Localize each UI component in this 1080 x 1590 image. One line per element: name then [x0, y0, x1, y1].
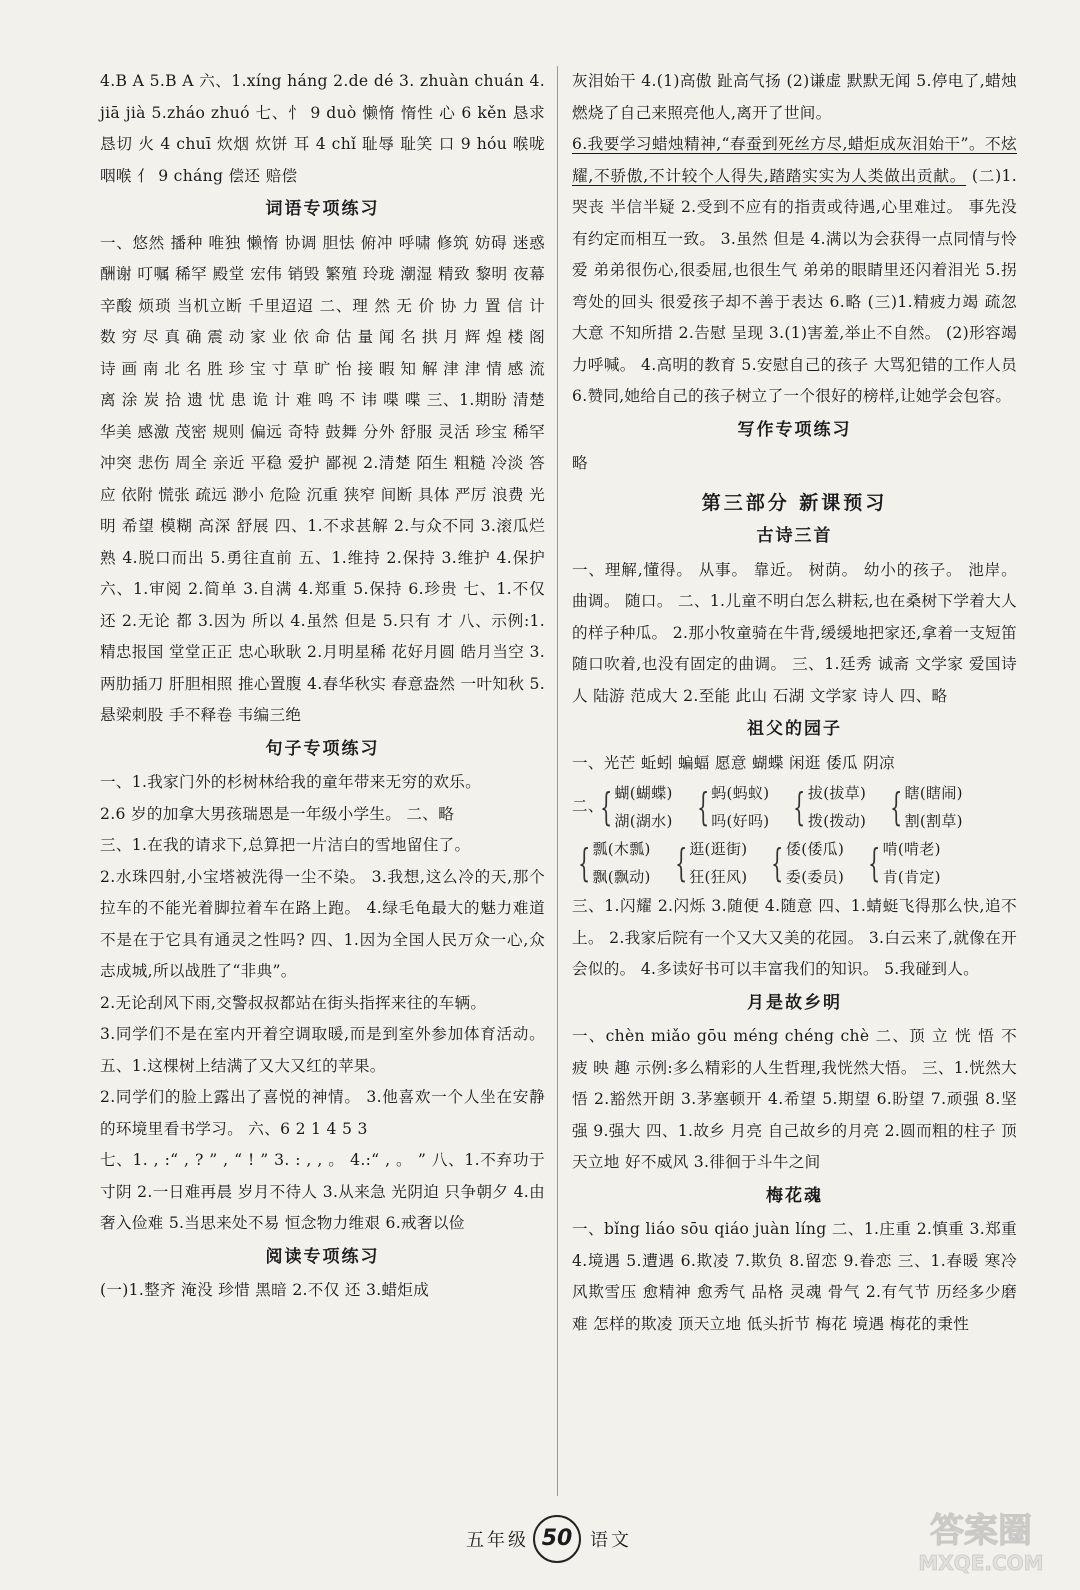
brace-group [862, 835, 941, 891]
brace-item: 拨(拨动) [807, 812, 867, 830]
answer-line: (一)1.整齐 淹没 珍惜 黑暗 2.不仅 还 3.蜡炬成 [100, 1281, 430, 1299]
answer-block-vocabulary: 一、悠然 播种 唯独 懒惰 协调 胆怯 俯冲 呼啸 修筑 妨碍 迷惑 酬谢 叮嘱 稀罕 殿堂 宏伟 销毁 繁殖 玲珑 潮湿 精致 黎明 夜幕 辛酸 烦琐 当机立断 千里迢迢 二、理 然 无 价 协 力 置 信 计 数 穷 尽 真 确 震 动 家 业 依 命 估 量 闻 名 拱 月 辉 煌 楼 阁 诗 画 南 北 名 胜 珍 宝 寸 草 旷 怡 接 暇 知 解 津 津 情 感 流 离 涂 炭 拾 遗 忧 患 诡 计 难 鸣 不 讳 喋 喋 三、1.期盼 清楚 华美 感激 茂密 规则 偏远 奇特 鼓舞 分外 舒服 灵活 珍宝 稀罕 冲突 悲伤 周全 亲近 平稳 爱护 鄙视 2.清楚 陌生 粗糙 冷淡 答应 依附 慌张 疏远 渺小 危险 沉重 狭窄 间断 具体 严厉 浪费 光明 希望 模糊 高深 舒展 四、1.不求甚解 2.与众不同 3.滚瓜烂熟 4.脱口而出 5.勇往直前 五、1.维持 2.保持 3.维护 4.保护 六、1.审阅 2.简单 3.自满 4.郑重 5.保持 6.珍贵 七、1.不仅 还 2.无论 都 3.因为 所以 4.虽然 但是 5.只有 才 八、示例:1.精忠报国 堂堂正正 忠心耿耿 2.月明星稀 花好月圆 皓月当空 3.两肋插刀 肝胆相照 推心置腹 4.春华秋实 春意盎然 一叶知秋 5.悬梁刺股 手不释卷 韦编三绝 [100, 233, 545, 724]
page-number: 50 [533, 1515, 581, 1563]
answer-line: 2.同学们的脸上露出了喜悦的神情。 3.他喜欢一个人坐在安静的环境里看书学习。 六、6 2 1 4 5 3 [100, 1088, 545, 1138]
brace-item: 委(委员) [785, 868, 845, 886]
brace-item: 啃(啃老) [882, 840, 941, 858]
brace-group [572, 835, 651, 891]
brace-icon: { [868, 841, 881, 885]
answer-line: 三、1.在我的请求下,总算把一片洁白的雪地留住了。 [100, 836, 471, 854]
brace-group [691, 779, 770, 835]
brace-item: 倭(倭瓜) [785, 840, 845, 858]
answer-block-poems: 一、理解,懂得。 从事。 靠近。 树荫。 幼小的孩子。 池岸。 曲调。 随口。 二、1.儿童不明白怎么耕耘,也在桑树下学着大人的样子种瓜。 2.那小牧童骑在牛背,缓缓地把家还,拿着一支短笛随口吹着,也没有固定的曲调。 三、1.廷秀 诚斋 文学家 爱国诗人 陆游 范成大 2.至能 此山 石湖 文学家 诗人 四、略 [572, 560, 1017, 705]
section-heading-sentences: 句子专项练习 [265, 738, 380, 759]
answer-line: 灰泪始干 4.(1)高傲 趾高气扬 (2)谦虚 默默无闻 5.停电了,蜡烛燃烧了自己来照亮他人,离开了世间。 [572, 72, 1017, 122]
brace-item: 瞎(瞎闹) [904, 784, 963, 802]
lesson-heading-ancient-poems: 古诗三首 [756, 526, 833, 546]
brace-item: 割(割草) [904, 812, 963, 830]
brace-item: 拔(拔草) [807, 784, 867, 802]
answer-line: 一、光芒 蚯蚓 蝙蝠 愿意 蝴蝶 闲逛 倭瓜 阴凉 [572, 753, 895, 772]
brace-icon: { [696, 785, 710, 829]
answer-block-plum: 一、bǐng liáo sōu qiáo juàn líng 二、1.庄重 2.慎重 3.郑重 4.境遇 5.遭遇 6.欺凌 7.欺负 8.留恋 9.眷恋 三、1.春暖 寒冷 风欺雪压 愈精神 愈秀气 品格 灵魂 骨气 2.有气节 历经多少磨难 怎样的欺凌 顶天立地 低头折节 梅花 境遇 梅花的秉性 [572, 1220, 1017, 1333]
watermark-logo [896, 1502, 1066, 1578]
answer-line: 2.6 岁的加拿大男孩瑞恩是一年级小学生。 二、略 [100, 804, 455, 823]
character-compare-row-1 [572, 779, 1017, 835]
brace-icon: { [771, 841, 784, 885]
answer-block-moon: 一、chèn miǎo gōu méng chéng chè 二、顶 立 恍 悟 不 疲 映 趣 示例:多么精彩的人生哲理,我恍然大悟。 三、1.恍然大悟 2.豁然开朗 3.茅塞顿开 4.希望 5.期望 6.盼望 7.顽强 8.坚强 9.强大 四、1.故乡 月亮 自己故乡的月亮 2.圆而粗的柱子 顶天立地 好不威风 3.徘徊于斗牛之间 [572, 1027, 1017, 1171]
brace-icon: { [674, 841, 688, 885]
brace-item: 飘(飘动) [592, 868, 651, 886]
brace-item: 肯(肯定) [882, 868, 941, 886]
brace-item: 逛(逛街) [689, 840, 748, 858]
right-column [572, 66, 1017, 1340]
underlined-answer: 6.我要学习蜡烛精神,“春蚕到死丝方尽,蜡炬成灰泪始干”。不炫耀,不骄傲,不计较个人得失,踏踏实实为人类做出贡献。 [572, 135, 1017, 185]
brace-group [594, 779, 673, 835]
answer-line: 七、1. , :“ , ? ” , “ ! ” 3. : , , 。 4.:“ , 。 ” 八、1.不弃功于寸阴 2.一日难再晨 岁月不待人 3.从来急 光阴迫 只争朝夕 4.由奢入俭难 5.当思来处不易 恒念物力维艰 6.戒奢以俭 [100, 1151, 545, 1232]
brace-item: 蚂(蚂蚁) [711, 784, 770, 802]
answer-line: 2.无论刮风下雨,交警叔叔都站在街头指挥来往的车辆。 [100, 993, 487, 1012]
lesson-heading-plum-soul: 梅花魂 [766, 1185, 823, 1206]
brace-icon: { [793, 785, 806, 829]
brace-icon: { [890, 785, 903, 829]
brace-item: 湖(湖水) [614, 812, 673, 830]
lesson-heading-moon: 月是故乡明 [747, 992, 842, 1013]
answer-line: 3.同学们不是在室内开着空调取暖,而是到室外参加体育活动。 五、1.这棵树上结满了又大又红的苹果。 [100, 1025, 545, 1075]
section-heading-writing: 写作专项练习 [737, 419, 852, 440]
brace-item: 瓢(木瓢) [592, 840, 651, 858]
section-heading-vocabulary: 词语专项练习 [265, 199, 380, 219]
part-heading: 第三部分 新课预习 [701, 491, 888, 514]
brace-item: 狂(狂风) [689, 868, 748, 886]
left-column [100, 66, 545, 1307]
answer-block-garden: 三、1.闪耀 2.闪烁 3.随便 4.随意 四、1.蜻蜓飞得那么快,追不上。 2.我家后院有一个又大又美的花园。 3.白云来了,就像在开会似的。 4.多读好书可以丰富我们的知识。 5.我碰到人。 [572, 897, 1017, 978]
question-number: 二、 [572, 797, 604, 816]
character-compare-row-2 [572, 835, 1017, 891]
answer-block-reading [572, 129, 1017, 413]
answer-line: 略 [572, 454, 588, 472]
brace-item: 蝴(蝴蝶) [614, 784, 673, 802]
lesson-heading-grandfather-garden: 祖父的园子 [747, 719, 842, 739]
brace-icon: { [600, 785, 613, 829]
footer-grade: 五年级 [466, 1530, 529, 1551]
watermark-text-cn: 答案圈 [930, 1511, 1032, 1551]
brace-group [884, 779, 963, 835]
watermark-text-url: MXQE.COM [918, 1551, 1044, 1575]
column-divider [557, 66, 558, 1496]
answer-block-pinyin: 4.B A 5.B A 六、1.xíng háng 2.de dé 3. zhuàn chuán 4.jiā jià 5.zháo zhuó 七、忄 9 duò 懒惰 惰性 心 6 kěn 恳求 恳切 火 4 chuī 炊烟 炊饼 耳 4 chǐ 耻辱 耻笑 口 9 hóu 喉咙 咽喉 亻 9 cháng 偿还 赔偿 [100, 72, 545, 185]
brace-group [765, 835, 844, 891]
footer-subject: 语文 [590, 1530, 632, 1551]
brace-item: 吗(好吗) [711, 812, 770, 830]
answer-line: 2.水珠四射,小宝塔被洗得一尘不染。 3.我想,这么冷的天,那个拉车的不能光着脚拉着车在路上跑。 4.绿毛龟最大的魅力难道不是在于它具有通灵之性吗? 四、1.因为全国人民万众一心,众志成城,所以战胜了“非典”。 [100, 867, 545, 980]
answer-line: 一、1.我家门外的杉树林给我的童年带来无穷的欢乐。 [100, 773, 482, 791]
brace-icon: { [578, 841, 591, 885]
brace-group [669, 835, 748, 891]
answer-continuation: (二)1.哭丧 半信半疑 2.受到不应有的指责或待遇,心里难过。 事先没有约定而相互一致。 3.虽然 但是 4.满以为会获得一点同情与怜爱 弟弟很伤心,很委屈,也很生气 弟弟的眼睛里还闪着泪光 5.拐弯处的回头 很爱孩子却不善于表达 6.略 (三)1.精疲力竭 疏忽大意 不知所措 2.告慰 呈现 3.(1)害羞,举止不自然。 (2)形容竭力呼喊。 4.高明的教育 5.安慰自己的孩子 大骂犯错的工作人员 6.赞同,她给自己的孩子树立了一个很好的榜样,让她学会包容。 [572, 166, 1017, 405]
brace-group [787, 779, 866, 835]
section-heading-reading: 阅读专项练习 [265, 1246, 380, 1267]
